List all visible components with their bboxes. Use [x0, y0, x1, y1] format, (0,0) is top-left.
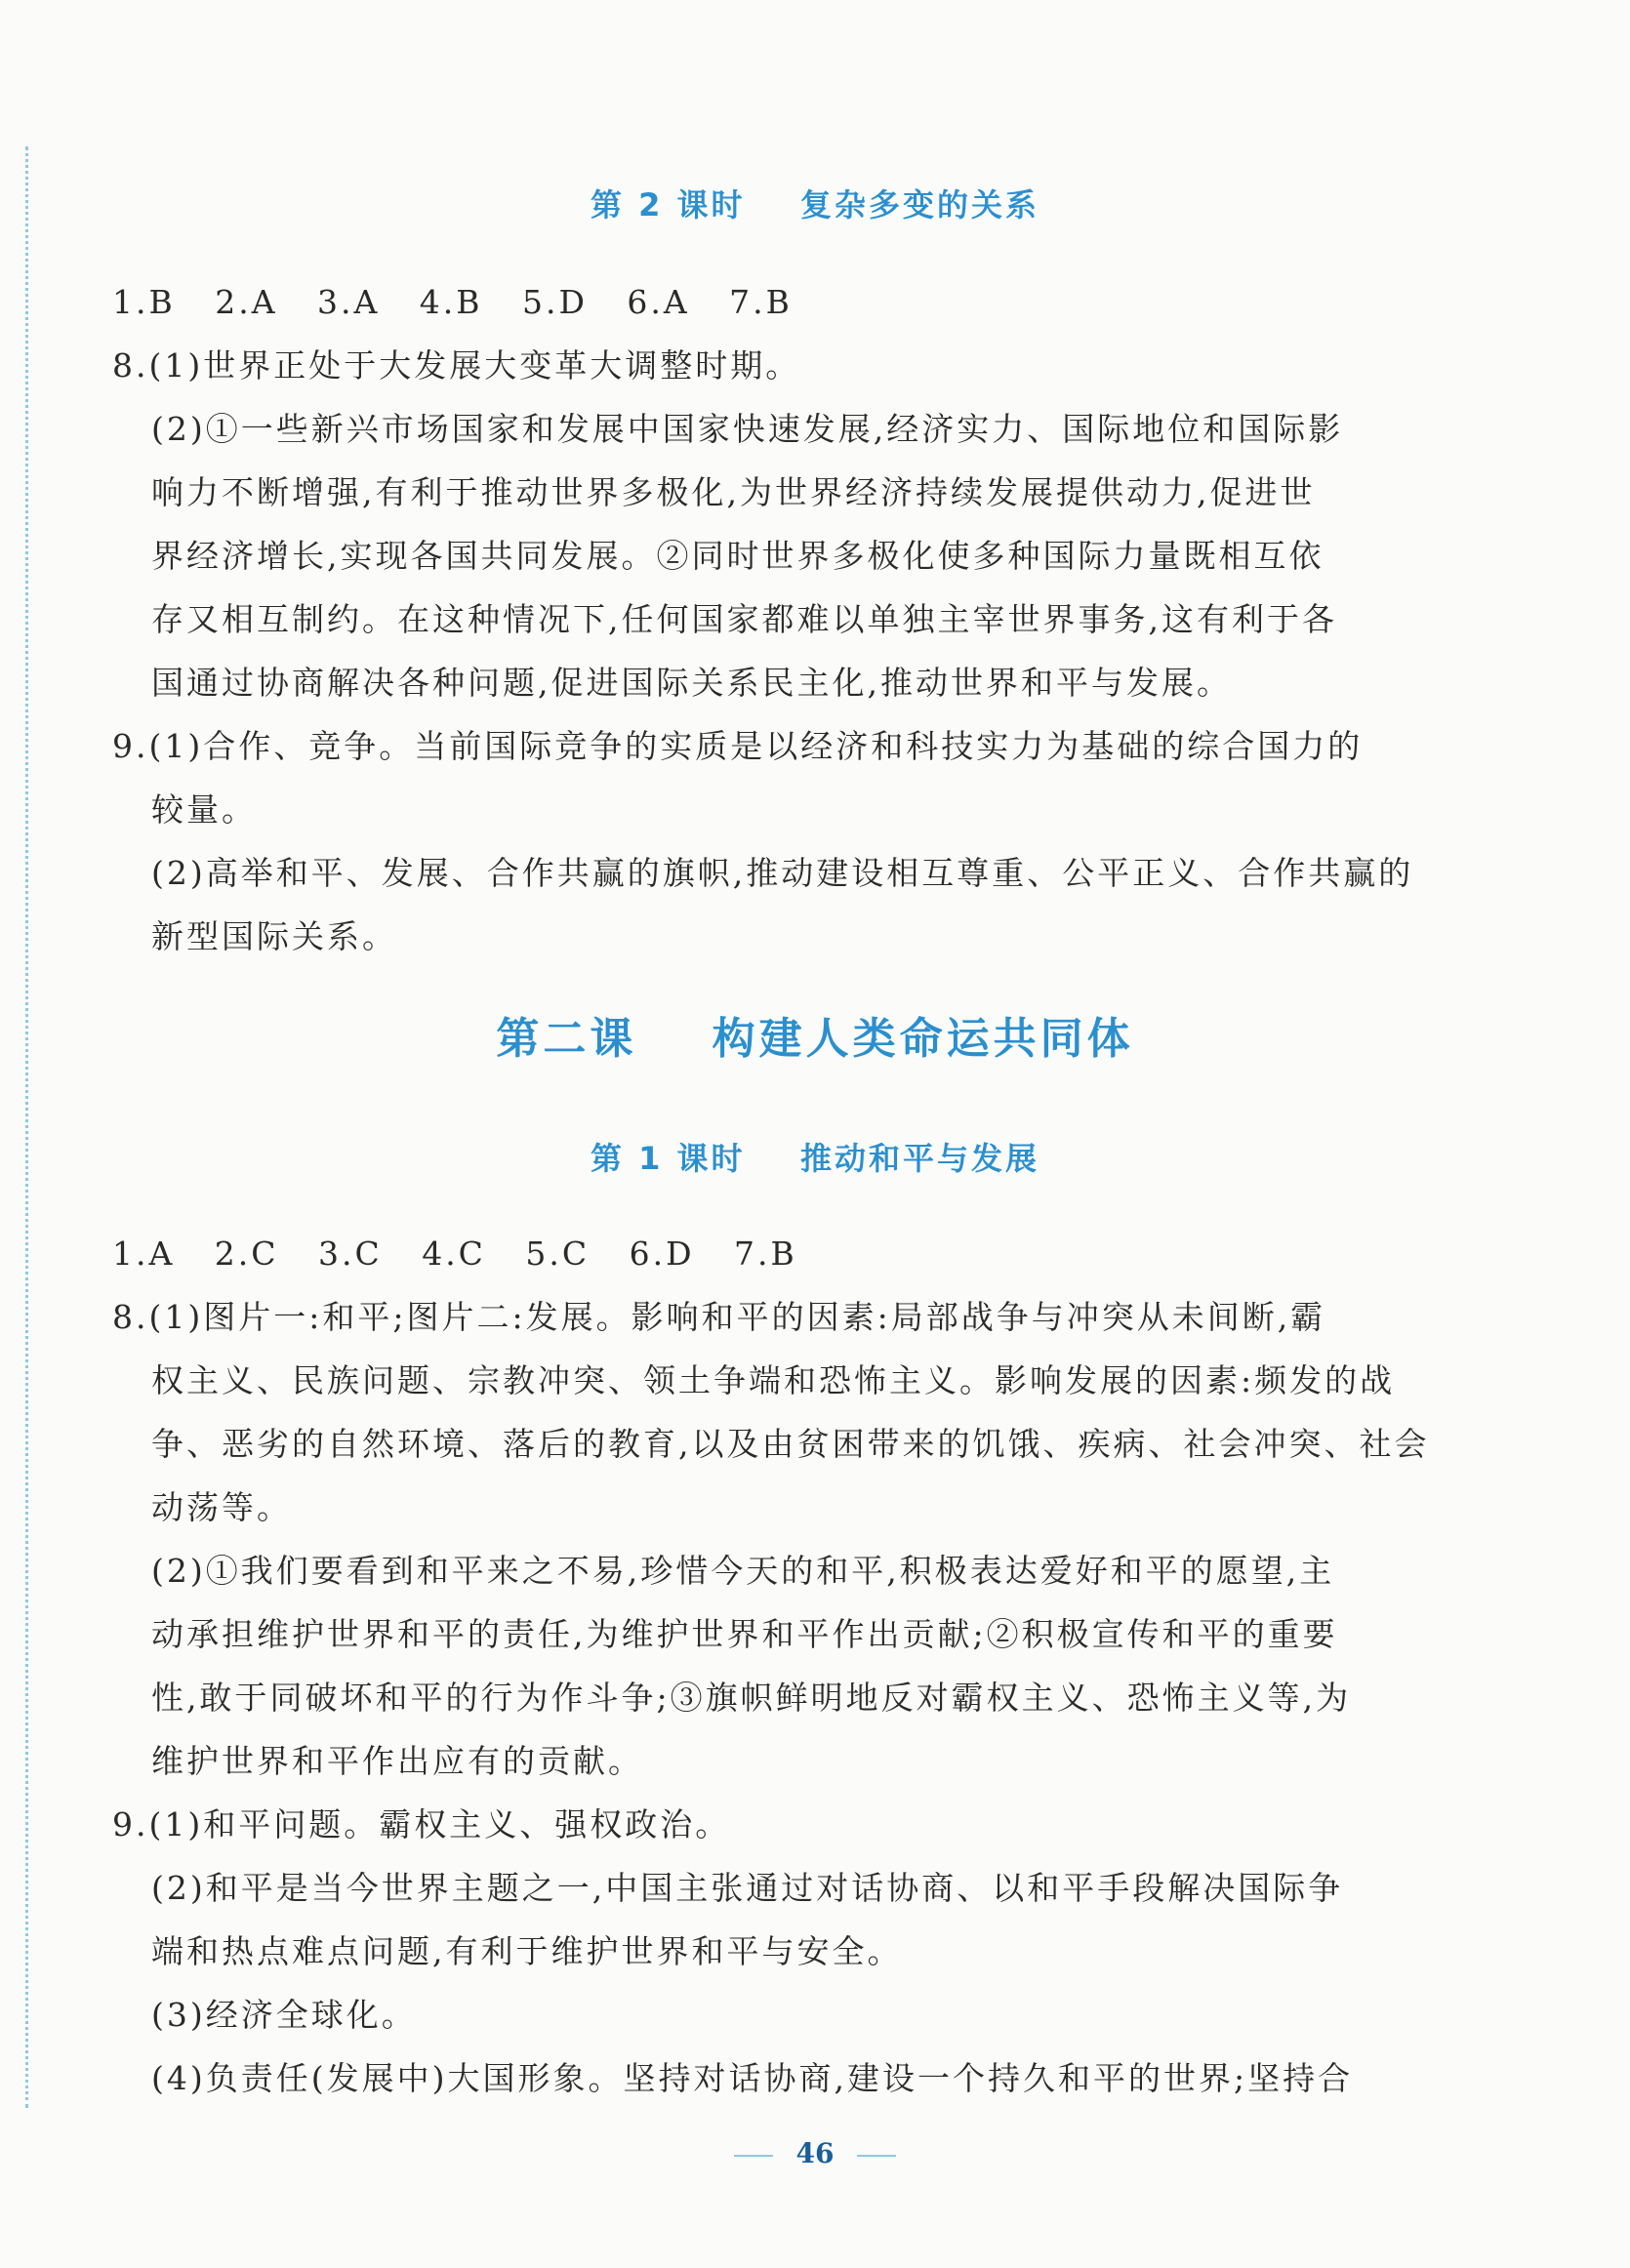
answer-line: 响力不断增强,有利于推动世界多极化,为世界经济持续发展提供动力,促进世	[151, 473, 1316, 511]
answer-line: 存又相互制约。在这种情况下,任何国家都难以单独主宰世界事务,这有利于各	[151, 600, 1337, 638]
footer-dash-left	[734, 2155, 773, 2157]
page-footer	[0, 2137, 1630, 2169]
margin-rule	[25, 146, 28, 2108]
answer-line: 较量。	[151, 790, 257, 829]
answer-line: 性,敢于同破坏和平的行为作斗争;③旗帜鲜明地反对霸权主义、恐怖主义等,为	[151, 1679, 1352, 1717]
answer-line: 动荡等。	[151, 1488, 292, 1526]
answer-line: 界经济增长,实现各国共同发展。②同时世界多极化使多种国际力量既相互依	[151, 537, 1324, 575]
answer-line: (2)①一些新兴市场国家和发展中国家快速发展,经济实力、国际地位和国际影	[151, 410, 1344, 448]
answer-line: 8.(1)世界正处于大发展大变革大调整时期。	[112, 346, 801, 385]
answer-line: 1.A 2.C 3.C 4.C 5.C 6.D 7.B	[112, 1235, 797, 1273]
answer-line: 维护世界和平作出应有的贡献。	[151, 1742, 643, 1780]
answer-line: (3)经济全球化。	[151, 1996, 417, 2034]
answer-line: 争、恶劣的自然环境、落后的教育,以及由贫困带来的饥饿、疾病、社会冲突、社会	[151, 1425, 1430, 1463]
answer-line: 国通过协商解决各种问题,促进国际关系民主化,推动世界和平与发展。	[151, 664, 1232, 702]
answer-line: 9.(1)和平问题。霸权主义、强权政治。	[112, 1805, 731, 1843]
answer-line: 8.(1)图片一:和平;图片二:发展。影响和平的因素:局部战争与冲突从未间断,霸	[112, 1298, 1326, 1336]
answer-line: 端和热点难点问题,有利于维护世界和平与安全。	[151, 1932, 903, 1970]
answer-line: 1.B 2.A 3.A 4.B 5.D 6.A 7.B	[112, 283, 793, 321]
lesson-heading-1: 第 2 课时 复杂多变的关系	[590, 186, 1040, 223]
answer-line: 权主义、民族问题、宗教冲突、领土争端和恐怖主义。影响发展的因素:频发的战	[151, 1361, 1396, 1399]
answer-line: 9.(1)合作、竞争。当前国际竞争的实质是以经济和科技实力为基础的综合国力的	[112, 727, 1364, 765]
lesson-heading-2: 第 1 课时 推动和平与发展	[590, 1140, 1040, 1177]
answer-line: 动承担维护世界和平的责任,为维护世界和平作出贡献;②积极宣传和平的重要	[151, 1615, 1338, 1653]
unit-heading: 第二课 构建人类命运共同体	[496, 1014, 1134, 1064]
footer-dash-right	[857, 2155, 896, 2157]
page-number: 46	[795, 2137, 835, 2169]
answer-line: (2)高举和平、发展、合作共赢的旗帜,推动建设相互尊重、公平正义、合作共赢的	[151, 854, 1414, 892]
answer-line: 新型国际关系。	[151, 917, 397, 955]
answer-line: (4)负责任(发展中)大国形象。坚持对话协商,建设一个持久和平的世界;坚持合	[151, 2059, 1354, 2097]
answer-line: (2)和平是当今世界主题之一,中国主张通过对话协商、以和平手段解决国际争	[151, 1869, 1344, 1907]
answer-line: (2)①我们要看到和平来之不易,珍惜今天的和平,积极表达爱好和平的愿望,主	[151, 1552, 1335, 1590]
